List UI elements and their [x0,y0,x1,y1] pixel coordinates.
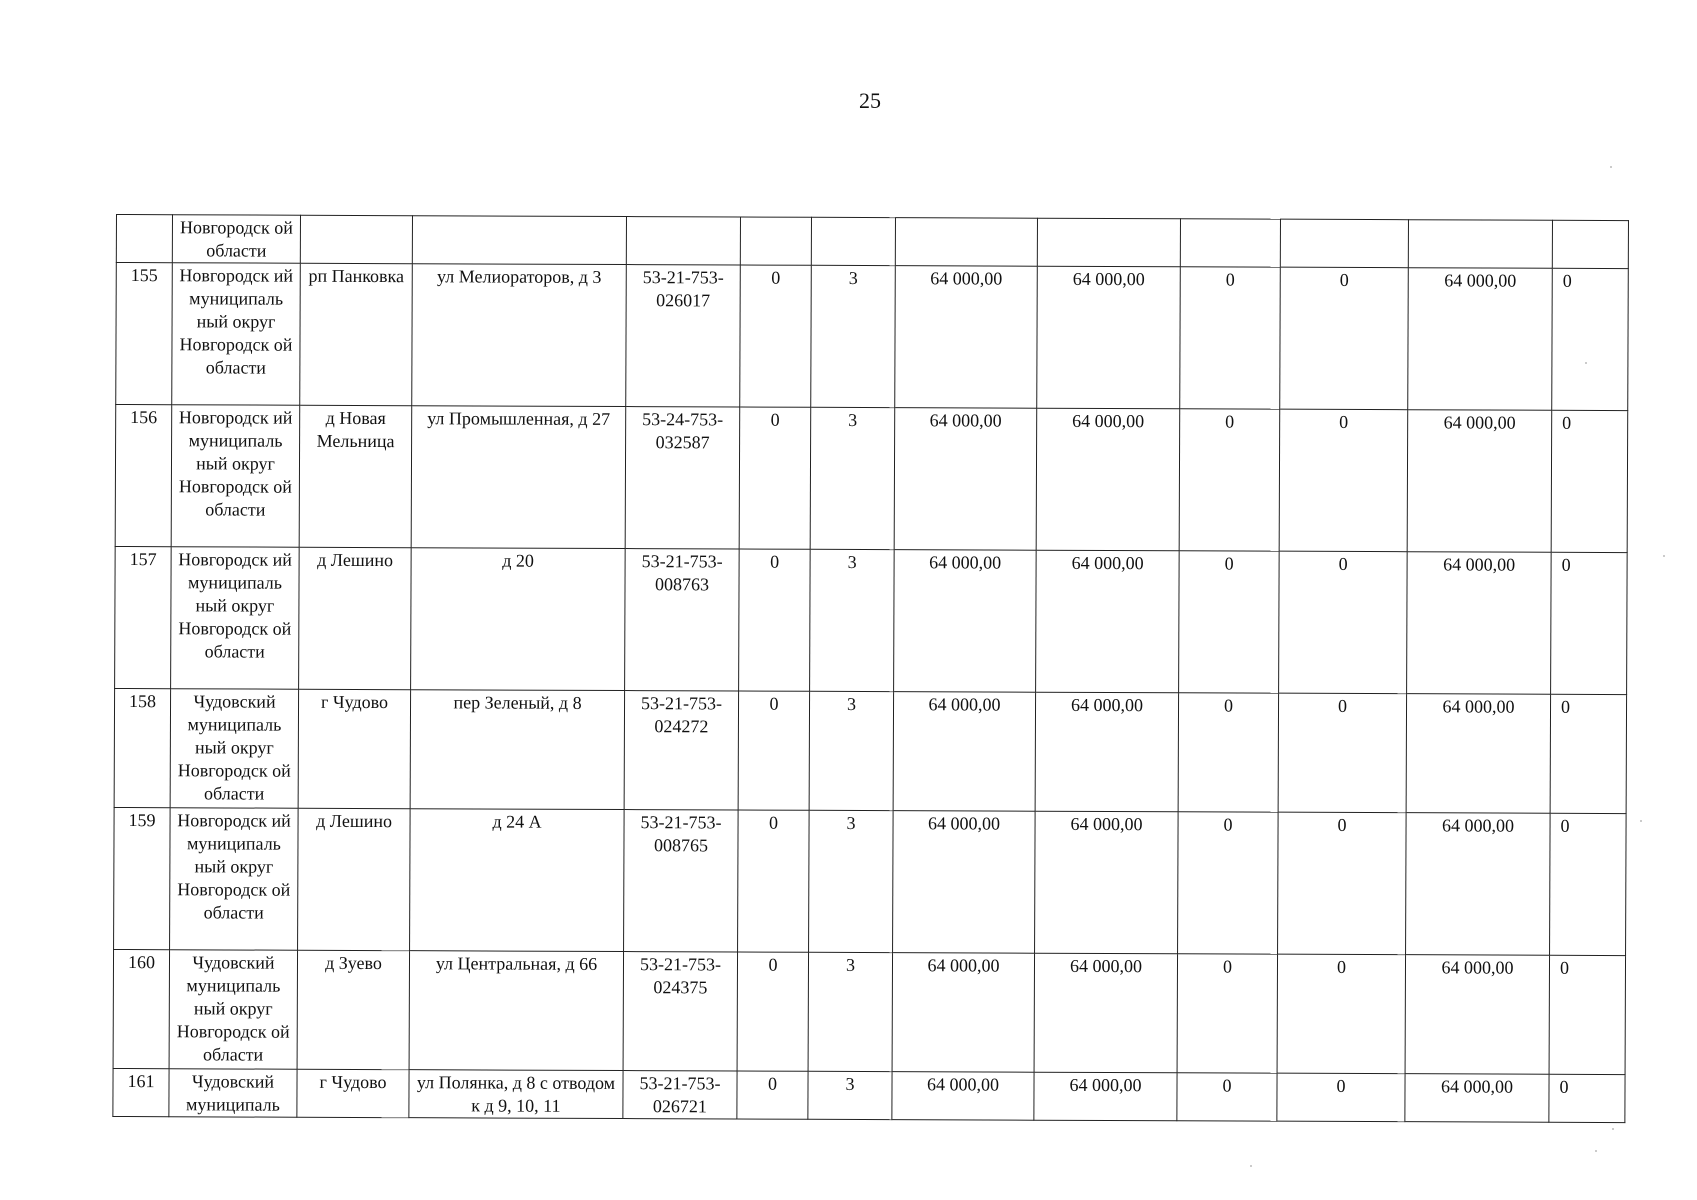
cell-c9: 64 000,00 [1037,266,1181,409]
cell-c7: 3 [809,691,893,810]
cell-settlement: д Лешино [298,808,411,950]
cell-c10: 0 [1180,267,1281,409]
cell-address: ул Центральная, д 66 [409,951,623,1071]
cell-c8: 64 000,00 [893,811,1036,954]
cell-c10: 0 [1177,954,1277,1073]
cell-c6: 0 [739,549,811,691]
cell-c6: 0 [737,952,808,1071]
cell-c11: 0 [1278,693,1406,813]
cell-c7: 3 [809,810,894,952]
cell-settlement: д Лешино [299,547,412,689]
cell-c9: 64 000,00 [1036,408,1180,551]
cell-c7: 3 [808,1071,892,1119]
cell-c13 [1552,220,1628,268]
cell-c9 [1037,218,1180,267]
cell-c6: 0 [739,407,811,549]
cell-settlement: д Зуево [297,950,409,1069]
cell-c11: 0 [1277,954,1405,1074]
cell-c10: 0 [1177,1073,1277,1121]
cell-address: д 24 А [410,809,625,952]
cell-settlement [300,215,412,263]
cell-c6: 0 [740,265,812,407]
cell-c13: 0 [1552,268,1629,410]
cell-code: 53-21-753-026017 [626,265,741,407]
table-row [113,1068,1625,1122]
cell-num: 160 [113,949,169,1068]
cell-c12 [1408,220,1552,269]
cell-c7: 3 [811,265,896,407]
cell-c13: 0 [1551,410,1628,552]
cell-c13: 0 [1550,694,1626,813]
cell-c6: 0 [738,691,809,810]
cell-c11: 0 [1279,409,1408,552]
cell-c7: 3 [808,952,892,1071]
allocation-table [112,214,1629,1123]
cell-district: Чудовский муниципаль ный округ Новгородск ой области [169,950,297,1070]
cell-c8: 64 000,00 [895,266,1038,409]
cell-c13: 0 [1551,552,1628,694]
table-row [115,405,1628,553]
cell-district: Новгородск ой области [172,215,300,264]
page-number: 25 [859,88,881,113]
cell-district: Новгородск ий муниципаль ный округ Новгородск ой области [172,263,301,406]
table-row [116,263,1629,411]
cell-c11: 0 [1279,551,1408,694]
cell-c12: 64 000,00 [1405,955,1549,1075]
cell-c12: 64 000,00 [1408,268,1553,411]
cell-c9: 64 000,00 [1036,550,1180,693]
cell-c10: 0 [1178,812,1279,954]
cell-c6: 0 [737,1071,808,1119]
cell-address: д 20 [411,548,626,691]
cell-c9: 64 000,00 [1034,1072,1177,1121]
cell-c13: 0 [1550,813,1627,955]
cell-c12: 64 000,00 [1407,552,1552,695]
cell-c9: 64 000,00 [1035,692,1178,812]
cell-settlement: г Чудово [298,689,410,808]
cell-settlement: г Чудово [297,1069,409,1117]
cell-settlement: рп Панковка [300,263,413,405]
cell-c11: 0 [1280,267,1409,410]
cell-c9: 64 000,00 [1035,811,1179,954]
cell-num: 157 [115,546,172,688]
cell-c8: 64 000,00 [894,550,1037,693]
cell-num [116,215,172,263]
cell-c12: 64 000,00 [1407,410,1552,553]
cell-c6 [740,217,811,265]
cell-c8: 64 000,00 [894,408,1037,551]
cell-c11 [1280,219,1408,268]
cell-c7: 3 [810,407,895,549]
cell-c10: 0 [1179,409,1280,551]
table-row [115,546,1628,694]
cell-num: 158 [114,688,170,807]
cell-c10 [1180,219,1280,267]
cell-address: ул Полянка, д 8 с отводом к д 9, 10, 11 [409,1070,623,1119]
cell-code: 53-21-753-026721 [623,1071,737,1119]
cell-district: Чудовский муниципаль [169,1069,297,1118]
cell-c12: 64 000,00 [1406,813,1551,956]
cell-c7 [811,217,895,265]
cell-num: 155 [116,263,173,405]
cell-c13: 0 [1549,1074,1625,1122]
table-row [113,949,1625,1074]
cell-district: Чудовский муниципаль ный округ Новгородск ой области [170,689,298,809]
cell-c11: 0 [1277,1073,1405,1122]
cell-c7: 3 [810,549,895,691]
table-row-continuation [116,215,1628,269]
cell-code: 53-21-753-008763 [625,549,740,691]
cell-district: Новгородск ий муниципаль ный округ Новгородск ой области [170,808,299,951]
cell-c8 [895,218,1037,267]
cell-district: Новгородск ий муниципаль ный округ Новгородск ой области [171,547,300,690]
cell-code: 53-24-753-032587 [625,407,740,549]
cell-c13: 0 [1549,955,1625,1074]
cell-num: 159 [114,807,171,949]
cell-address: пер Зеленый, д 8 [410,690,624,810]
table-row [114,807,1627,955]
cell-code: 53-21-753-024375 [623,952,737,1071]
cell-c8: 64 000,00 [893,692,1035,812]
cell-code [626,217,740,265]
cell-c11: 0 [1278,812,1407,955]
table-row [114,688,1626,813]
cell-address [412,216,626,265]
cell-c12: 64 000,00 [1405,1074,1549,1123]
cell-c10: 0 [1178,693,1278,812]
cell-address: ул Промышленная, д 27 [411,406,626,549]
cell-c10: 0 [1179,551,1280,693]
cell-num: 156 [115,405,172,547]
cell-c9: 64 000,00 [1034,953,1177,1073]
cell-c8: 64 000,00 [892,953,1034,1073]
cell-c6: 0 [738,810,810,952]
cell-c8: 64 000,00 [892,1072,1034,1121]
cell-c12: 64 000,00 [1406,694,1550,814]
cell-address: ул Мелиораторов, д 3 [412,264,627,407]
cell-district: Новгородск ий муниципаль ный округ Новгородск ой области [171,405,300,548]
cell-num: 161 [113,1068,169,1116]
cell-settlement: д Новая Мельница [299,405,412,547]
cell-code: 53-21-753-008765 [624,810,739,952]
cell-code: 53-21-753-024272 [624,691,738,810]
